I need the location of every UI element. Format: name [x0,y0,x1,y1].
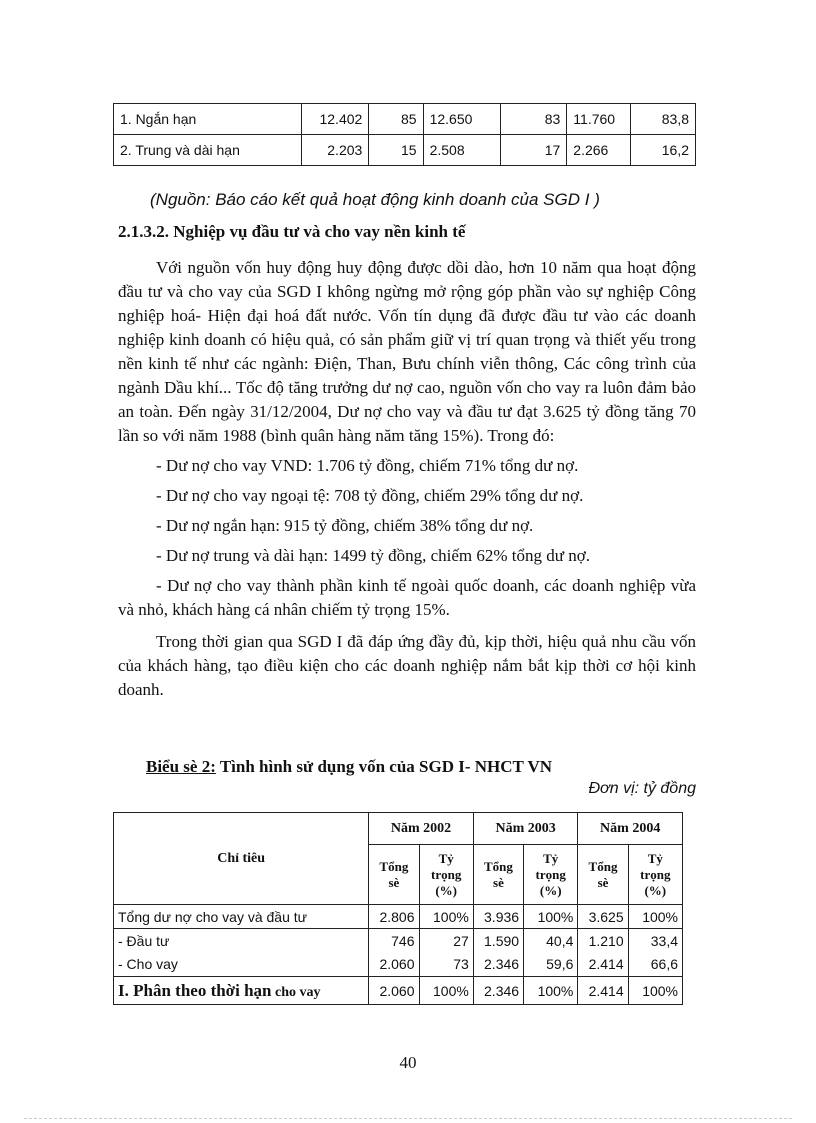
table-cell: 746 [369,929,419,953]
row-label [114,977,369,1005]
table-row [114,953,683,977]
table-header-row [114,813,683,845]
row-label: 2. Trung và dài hạn [114,135,302,166]
sub-header: Tỷ trọng (%) [419,845,473,905]
table-cell: 100% [524,977,578,1005]
table-caption [146,757,552,777]
unit-label: Đơn vị: tỷ đồng [588,780,696,797]
table-cell: 3.936 [473,905,523,929]
table-row [114,135,696,166]
table-cell: 2.266 [567,135,630,166]
page-bottom-rule [24,1118,792,1119]
table-cell: 66,6 [628,953,682,977]
table-cell: 100% [524,905,578,929]
list-item: - Dư nợ cho vay thành phần kinh tế ngoài quốc doanh, các doanh nghiệp vừa và nhỏ, khách hàng cá nhân chiếm tỷ trọng 15%. [118,576,696,619]
table-row [114,905,683,929]
table-cell: 1.590 [473,929,523,953]
year-header: Năm 2002 [369,813,474,845]
table-cell: 12.650 [423,104,500,135]
loan-term-table [113,103,696,166]
table-cell: 73 [419,953,473,977]
table-cell: 2.060 [369,953,419,977]
table-cell: 83,8 [630,104,695,135]
sub-header: Tỷ trọng (%) [524,845,578,905]
table-cell: 100% [419,977,473,1005]
sub-header: Tổng sè [473,845,523,905]
table-cell: 33,4 [628,929,682,953]
table-cell: 12.402 [301,104,368,135]
capital-usage-table [113,812,683,1005]
list-item: - Dư nợ ngắn hạn: 915 tỷ đồng, chiếm 38% tổng dư nợ. [156,516,534,535]
table-cell: 85 [369,104,423,135]
table-cell: 15 [369,135,423,166]
table-cell: 3.625 [578,905,628,929]
table-cell: 2.346 [473,977,523,1005]
row-label-bold: I. Phân theo thời hạn [118,980,272,1000]
row-label: Tổng dư nợ cho vay và đầu tư [114,905,369,929]
row-label-tail: cho vay [271,984,321,1000]
table-row [114,977,683,1005]
header-col: Chỉ tiêu [114,813,369,905]
list-item: - Dư nợ cho vay VND: 1.706 tỷ đồng, chiếm 71% tổng dư nợ. [156,456,579,475]
table-cell: 83 [500,104,566,135]
table-cell: 2.414 [578,977,628,1005]
paragraph: Với nguồn vốn huy động huy động được dồi dào, hơn 10 năm qua hoạt động đầu tư và cho vay của SGD I không ngừng mở rộng góp phần vào sự nghiệp Công nghiệp hoá- Hiện đại hoá đất nước. Vốn tín dụng đã được đầu tư vào các doanh nghiệp kinh doanh có hiệu quả, có sản phẩm giữ vị trí quan trọng và thiết yếu trong nền kinh tế như các ngành: Điện, Than, Bưu chính viễn thông, Các công trình của ngành Dầu khí... Tốc độ tăng trưởng dư nợ cao, nguồn vốn cho vay ra luôn đảm bảo an toàn. Đến ngày 31/12/2004, Dư nợ cho vay và đầu tư đạt 3.625 tỷ đồng tăng 70 lần so với năm 1988 (bình quân hàng năm tăng 15%). Trong đó: [118,258,696,445]
table-row [114,929,683,953]
row-label: - Cho vay [114,953,369,977]
table-cell: 2.346 [473,953,523,977]
caption-label: Biểu sè 2: [146,757,216,776]
table-cell: 11.760 [567,104,630,135]
list-item: - Dư nợ trung và dài hạn: 1499 tỷ đồng, chiếm 62% tổng dư nợ. [156,546,590,565]
row-label: - Đầu tư [114,929,369,953]
table-cell: 2.414 [578,953,628,977]
table-cell: 16,2 [630,135,695,166]
source-note: (Nguồn: Báo cáo kết quả hoạt động kinh doanh của SGD I ) [150,190,600,209]
sub-header: Tổng sè [578,845,628,905]
table-cell: 100% [628,977,682,1005]
table-cell: 2.060 [369,977,419,1005]
list-item: - Dư nợ cho vay ngoại tệ: 708 tỷ đồng, chiếm 29% tổng dư nợ. [156,486,584,505]
year-header: Năm 2004 [578,813,683,845]
table-cell: 100% [419,905,473,929]
sub-header: Tổng sè [369,845,419,905]
table-cell: 2.806 [369,905,419,929]
year-header: Năm 2003 [473,813,578,845]
caption-text: Tình hình sử dụng vốn của SGD I- NHCT VN [215,757,553,776]
table-cell: 2.203 [301,135,368,166]
sub-header: Tỷ trọng (%) [628,845,682,905]
table-cell: 100% [628,905,682,929]
paragraph: Trong thời gian qua SGD I đã đáp ứng đầy đủ, kịp thời, hiệu quả nhu cầu vốn của khách hàng, tạo điều kiện cho các doanh nghiệp nắm bắt kịp thời cơ hội kinh doanh. [118,632,696,699]
table-cell: 17 [500,135,566,166]
body-text [118,256,696,702]
table-cell: 1.210 [578,929,628,953]
table-cell: 59,6 [524,953,578,977]
table-cell: 40,4 [524,929,578,953]
row-label: 1. Ngắn hạn [114,104,302,135]
page-number: 40 [399,1053,417,1072]
table-row [114,104,696,135]
section-heading: 2.1.3.2. Nghiệp vụ đầu tư và cho vay nền kinh tế [118,222,466,241]
table-cell: 2.508 [423,135,500,166]
table-cell: 27 [419,929,473,953]
